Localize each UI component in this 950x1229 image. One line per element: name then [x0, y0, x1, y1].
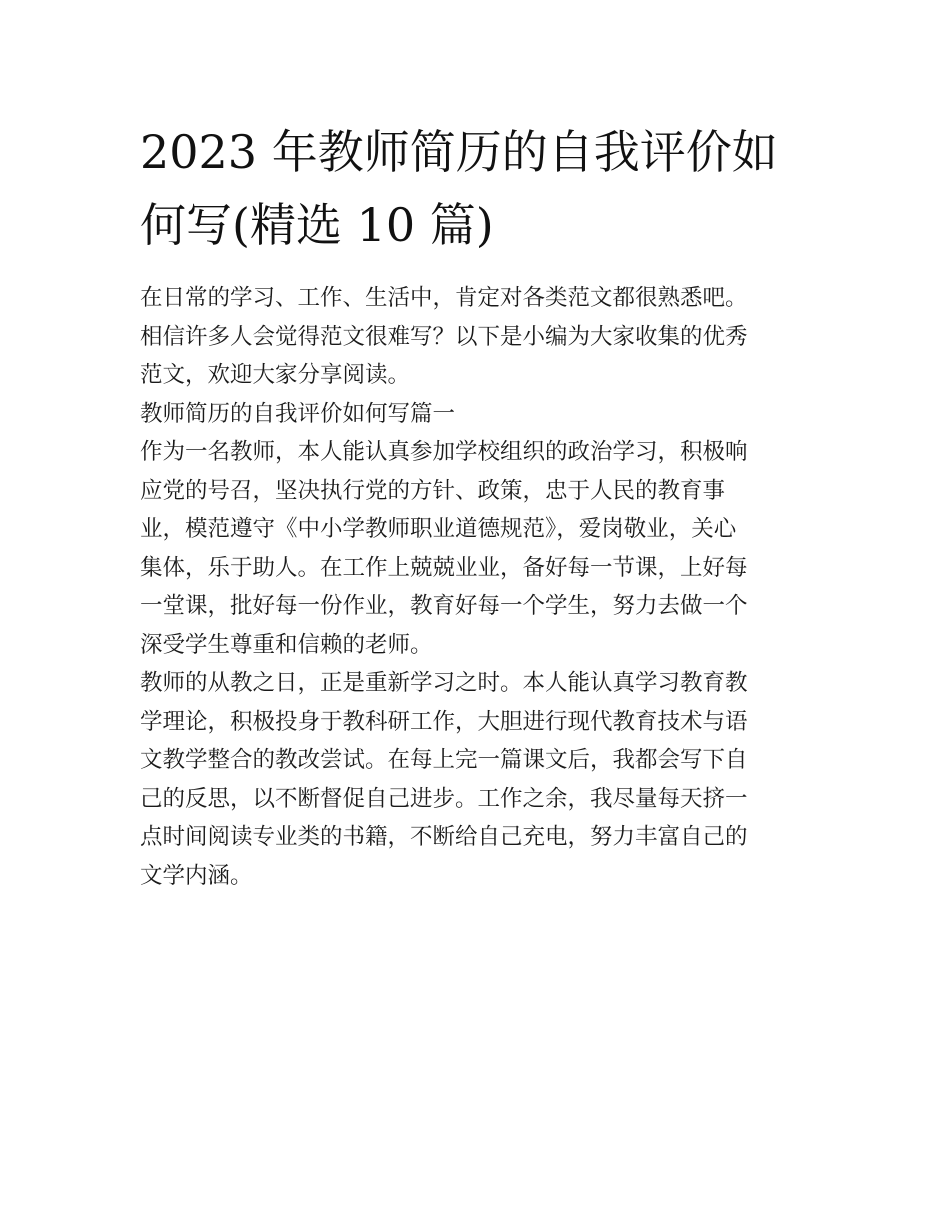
paragraph-2	[140, 664, 812, 895]
document-page	[140, 116, 812, 895]
paragraph-1-line-1: 作为一名教师，本人能认真参加学校组织的政治学习，积极响	[140, 439, 748, 465]
paragraph-2-line-4: 己的反思，以不断督促自己进步。工作之余，我尽量每天挤一	[140, 785, 748, 812]
section-heading: 教师简历的自我评价如何写篇一	[140, 400, 456, 427]
title-line-2: 何写(精选 10 篇)	[140, 198, 494, 252]
paragraph-2-line-5: 点时间阅读专业类的书籍，不断给自己充电，努力丰富自己的	[140, 824, 748, 850]
paragraph-2-line-6: 文学内涵。	[140, 862, 253, 889]
paragraph-1-line-5: 一堂课，批好每一份作业，教育好每一个学生，努力去做一个	[140, 593, 748, 619]
intro-line-1: 在日常的学习、工作、生活中，肯定对各类范文都很熟悉吧。	[140, 285, 748, 311]
document-title	[140, 116, 812, 262]
intro-line-2: 相信许多人会觉得范文很难写？以下是小编为大家收集的优秀	[140, 323, 748, 350]
paragraph-1-line-2: 应党的号召，坚决执行党的方针、政策，忠于人民的教育事	[140, 477, 726, 504]
paragraph-2-line-2: 学理论，积极投身于教科研工作，大胆进行现代教育技术与语	[140, 708, 748, 735]
paragraph-1-line-3: 业，模范遵守《中小学教师职业道德规范》，爱岗敬业，关心	[140, 516, 737, 542]
title-line-1: 2023 年教师简历的自我评价如	[140, 125, 778, 179]
intro-line-3: 范文，欢迎大家分享阅读。	[140, 362, 411, 388]
paragraph-2-line-3: 文教学整合的教改尝试。在每上完一篇课文后，我都会写下自	[140, 747, 748, 773]
paragraph-1	[140, 433, 812, 664]
document-body	[140, 279, 812, 895]
intro-paragraph	[140, 279, 812, 395]
paragraph-2-line-1: 教师的从教之日，正是重新学习之时。本人能认真学习教育教	[140, 670, 748, 696]
paragraph-1-line-6: 深受学生尊重和信赖的老师。	[140, 631, 433, 658]
paragraph-1-line-4: 集体，乐于助人。在工作上兢兢业业，备好每一节课，上好每	[140, 554, 748, 581]
